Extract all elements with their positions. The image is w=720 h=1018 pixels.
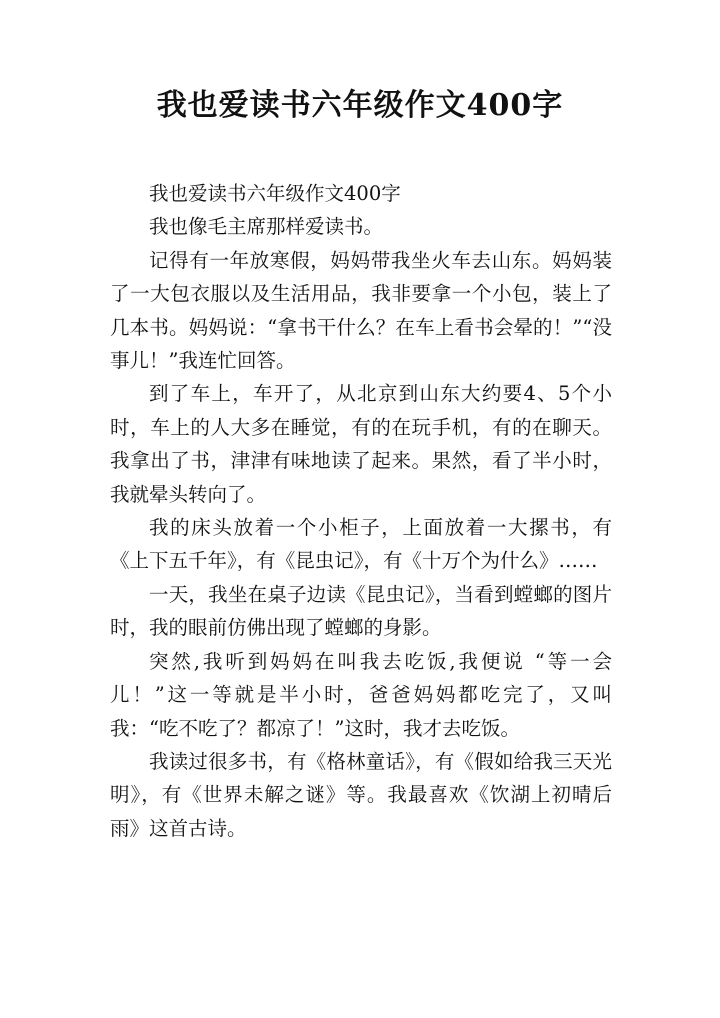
document-title: 我也爱读书六年级作文400字: [156, 88, 564, 123]
paragraph: 我的床头放着一个小柜子，上面放着一大摞书，有《上下五千年》，有《昆虫记》，有《十万个为什么》……: [110, 516, 612, 573]
paragraph: 我读过很多书，有《格林童话》，有《假如给我三天光明》，有《世界未解之谜》等。我最喜欢《饮湖上初晴后雨》这首古诗。: [110, 749, 612, 840]
paragraph: 突然,我听到妈妈在叫我去吃饭,我便说 “等一会儿！”这一等就是半小时，爸爸妈妈都吃完了，又叫我：“吃不吃了？都凉了！”这时，我才去吃饭。: [110, 649, 612, 740]
paragraph: 记得有一年放寒假，妈妈带我坐火车去山东。妈妈装了一大包衣服以及生活用品，我非要拿一个小包，装上了几本书。妈妈说：“拿书干什么？在车上看书会晕的！”“没事儿！”我连忙回答。: [110, 248, 612, 373]
paragraph: 我也像毛主席那样爱读书。: [149, 215, 384, 239]
paragraph: 一天，我坐在桌子边读《昆虫记》，当看到螳螂的图片时，我的眼前仿佛出现了螳螂的身影。: [110, 582, 612, 640]
paragraph: 我也爱读书六年级作文400字: [149, 182, 401, 205]
document-body: [110, 177, 612, 845]
paragraph: 到了车上，车开了，从北京到山东大约要4、5个小时，车上的人大多在睡觉，有的在玩手机，有的在聊天。我拿出了书，津津有味地读了起来。果然，看了半小时，我就晕头转向了。: [110, 382, 612, 506]
